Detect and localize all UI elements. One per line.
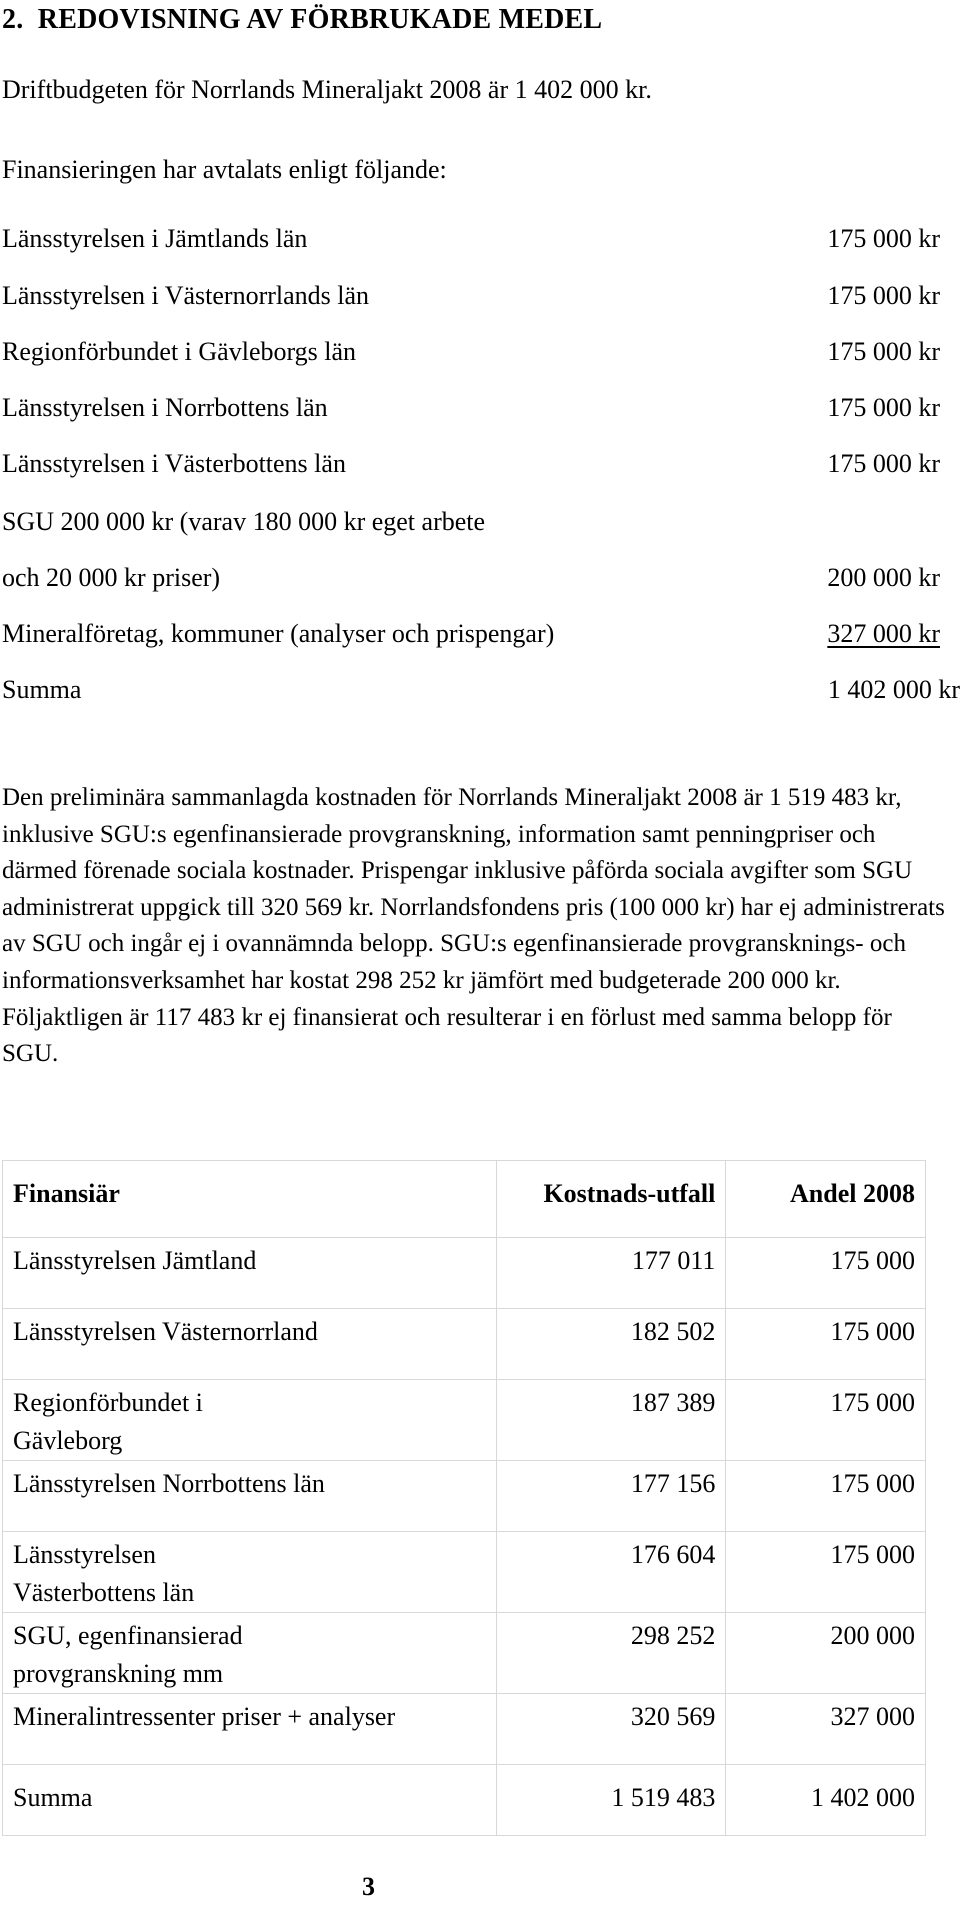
financing-amount: 175 000 kr [827, 449, 940, 478]
table-cell: 177 011 [496, 1238, 726, 1309]
column-header: Andel 2008 [726, 1161, 926, 1238]
table-cell: 187 389 [496, 1380, 726, 1461]
financing-intro: Finansieringen har avtalats enligt följande: [2, 155, 447, 184]
financing-label: Regionförbundet i Gävleborgs län [2, 337, 357, 366]
table-row [3, 1238, 926, 1309]
financing-row [2, 561, 940, 595]
table-cell: 200 000 [726, 1613, 926, 1694]
table-row [3, 1380, 926, 1461]
table-cell: 176 604 [496, 1532, 726, 1613]
cost-table [2, 1160, 926, 1836]
table-cell: Länsstyrelsen Västernorrland [3, 1309, 497, 1380]
financing-row [2, 391, 940, 425]
financing-amount: 175 000 kr [827, 224, 940, 253]
table-cell: 175 000 [726, 1461, 926, 1532]
financing-row [2, 617, 940, 651]
table-cell [3, 1613, 497, 1694]
table-cell: 175 000 [726, 1532, 926, 1613]
table-cell [3, 1532, 497, 1613]
table-cell: 175 000 [726, 1238, 926, 1309]
table-row [3, 1309, 926, 1380]
financing-row [2, 222, 940, 256]
financing-amount: 1 402 000 kr [827, 675, 960, 704]
column-header: Finansiär [3, 1161, 497, 1238]
table-row [3, 1461, 926, 1532]
financing-amount: 200 000 kr [827, 563, 940, 592]
table-header-row [3, 1161, 926, 1238]
section-heading: 2. REDOVISNING AV FÖRBRUKADE MEDEL [2, 4, 603, 35]
financing-label: SGU 200 000 kr (varav 180 000 kr eget arbete [2, 507, 486, 536]
table-cell: 175 000 [726, 1309, 926, 1380]
financing-amount: 327 000 kr [827, 619, 940, 648]
financing-label: och 20 000 kr priser) [2, 563, 221, 592]
cost-summary-paragraph: Den preliminära sammanlagda kostnaden för Norrlands Mineraljakt 2008 är 1 519 483 kr, inklusive SGU:s egenfinansierade provgranskning, information samt penningpriser och därmed förenade sociala kostnader. Prispengar inklusive påförda sociala avgifter som SGU administrerat uppgick till 320 569 kr. Norrlandsfondens pris (100 000 kr) har ej administrerats av SGU och ingår ej i ovannämnda belopp. SGU:s egenfinansierade provgransknings- och informationsverksamhet har kostat 298 252 kr jämfört med budgeterade 200 000 kr. Följaktligen är 117 483 kr ej finansierat och resulterar i en förlust med samma belopp för SGU. [2, 784, 945, 1068]
table-cell: Länsstyrelsen Jämtland [3, 1238, 497, 1309]
financing-row [2, 335, 940, 369]
table-row [3, 1613, 926, 1694]
table-cell: 327 000 [726, 1694, 926, 1765]
financing-row [2, 279, 940, 313]
table-row [3, 1532, 926, 1613]
table-cell-text: Regionförbundet i Gävleborg [13, 1388, 203, 1455]
table-cell-text: SGU, egenfinansierad provgranskning mm [13, 1621, 243, 1688]
financing-row [2, 447, 940, 481]
table-cell: 182 502 [496, 1309, 726, 1380]
financing-row [2, 505, 940, 539]
financing-label: Länsstyrelsen i Jämtlands län [2, 224, 308, 253]
table-cell: 1 519 483 [496, 1765, 726, 1836]
page-number: 3 [362, 1872, 375, 1901]
table-row [3, 1694, 926, 1765]
table-cell: 320 569 [496, 1694, 726, 1765]
financing-amount: 175 000 kr [827, 281, 940, 310]
financing-label: Länsstyrelsen i Västernorrlands län [2, 281, 370, 310]
budget-line: Driftbudgeten för Norrlands Mineraljakt 2008 är 1 402 000 kr. [2, 75, 652, 104]
table-cell-text: Länsstyrelsen Västerbottens län [13, 1540, 195, 1607]
table-cell: Summa [3, 1765, 497, 1836]
financing-sum-row [2, 673, 960, 707]
table-cell: 175 000 [726, 1380, 926, 1461]
financing-amount: 175 000 kr [827, 337, 940, 366]
financing-label: Mineralföretag, kommuner (analyser och prispengar) [2, 619, 555, 648]
financing-amount: 175 000 kr [827, 393, 940, 422]
table-cell: Mineralintressenter priser + analyser [3, 1694, 497, 1765]
table-cell: 1 402 000 [726, 1765, 926, 1836]
table-cell: 177 156 [496, 1461, 726, 1532]
financing-label: Länsstyrelsen i Norrbottens län [2, 393, 328, 422]
table-sum-row [3, 1765, 926, 1836]
table-cell [3, 1380, 497, 1461]
financing-label: Länsstyrelsen i Västerbottens län [2, 449, 346, 478]
financing-label: Summa [2, 675, 82, 704]
table-cell: Länsstyrelsen Norrbottens län [3, 1461, 497, 1532]
table-cell: 298 252 [496, 1613, 726, 1694]
column-header: Kostnads-utfall [496, 1161, 726, 1238]
